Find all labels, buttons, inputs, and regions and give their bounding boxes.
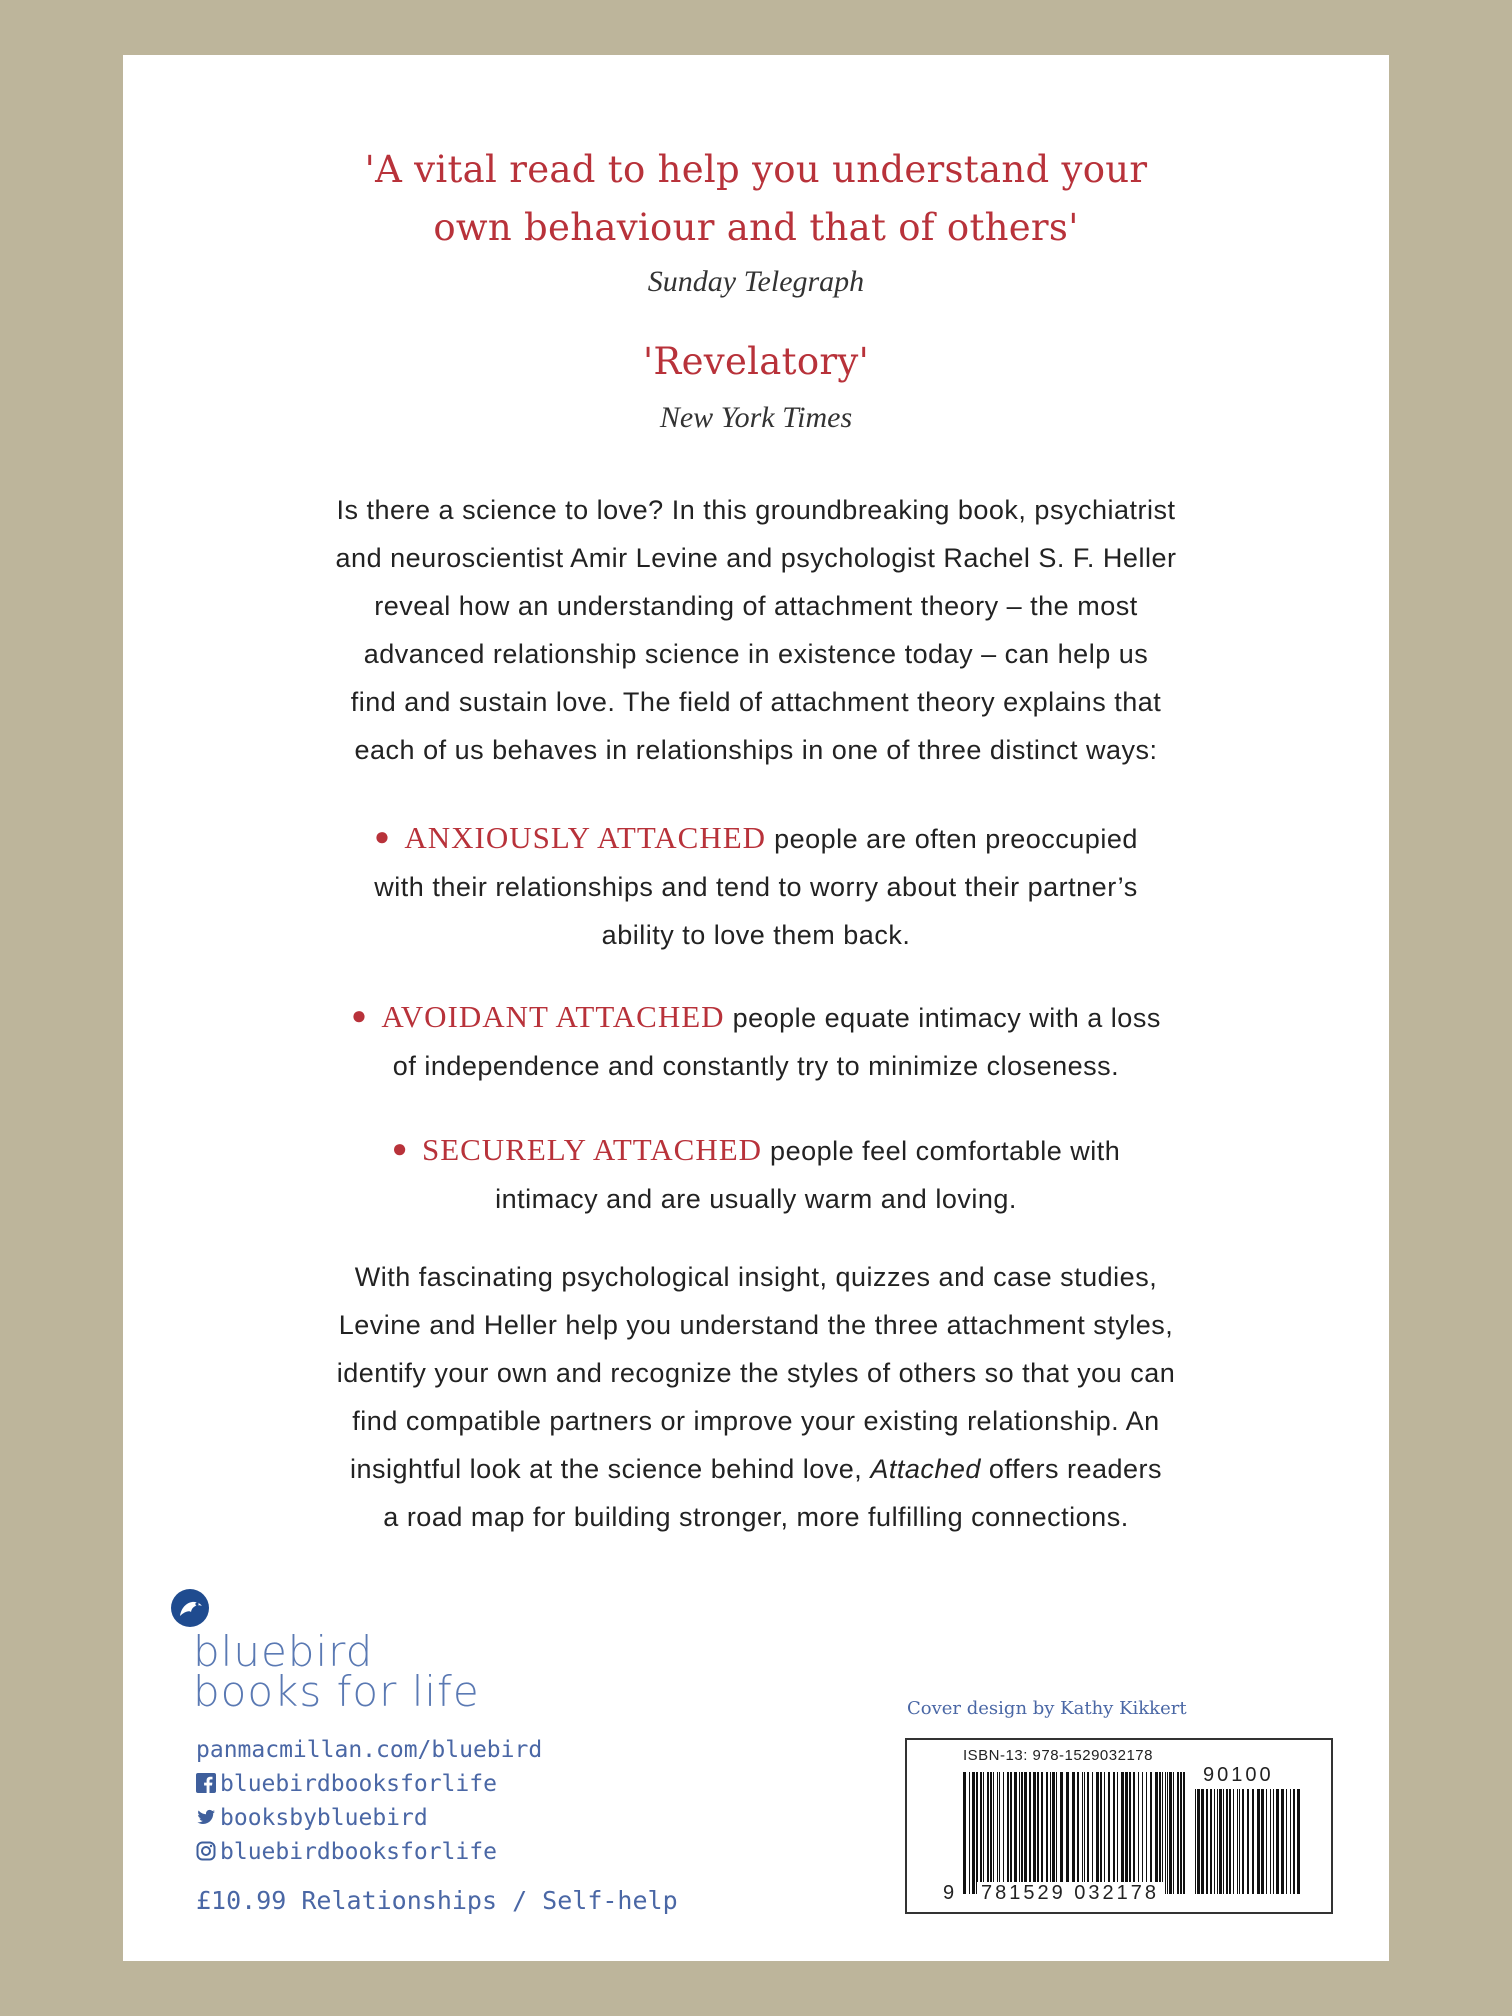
text-line-with-title <box>123 1445 1389 1493</box>
text-line: intimacy and are usually warm and loving. <box>495 1184 1017 1214</box>
publisher-links <box>196 1733 542 1869</box>
bullet-dot: ● <box>374 821 391 851</box>
barcode-supplement-digits: 90100 <box>1203 1764 1274 1786</box>
barcode-box <box>905 1738 1333 1914</box>
text-line: reveal how an understanding of attachment theory – the most <box>374 591 1138 621</box>
barcode-supplement-bars <box>1195 1789 1305 1894</box>
bullet-term: AVOIDANT ATTACHED <box>381 999 725 1034</box>
twitter-handle: booksbybluebird <box>220 1805 428 1831</box>
barcode-first-digit: 9 <box>943 1882 958 1904</box>
cover-design-credit: Cover design by Kathy Kikkert <box>907 1698 1187 1719</box>
isbn-label: ISBN-13: 978-1529032178 <box>963 1747 1153 1764</box>
bullet-text: people equate intimacy with a loss <box>732 1003 1161 1033</box>
text-line: With fascinating psychological insight, quizzes and case studies, <box>354 1262 1158 1292</box>
facebook-handle: bluebirdbooksforlife <box>220 1771 497 1797</box>
book-title: Attached <box>870 1454 981 1484</box>
quote-line: 'Revelatory' <box>642 340 870 383</box>
bullet-first-line <box>123 812 1389 863</box>
text-line: find compatible partners or improve your existing relationship. An <box>352 1406 1160 1436</box>
text-line: a road map for building stronger, more fulfilling connections. <box>383 1502 1129 1532</box>
text-line: of independence and constantly try to minimize closeness. <box>392 1051 1120 1081</box>
bullet-first-line <box>123 991 1389 1042</box>
intro-paragraph <box>123 486 1389 774</box>
quote-line: own behaviour and that of others' <box>433 206 1079 249</box>
bullet-text: people are often preoccupied <box>774 824 1138 854</box>
facebook-icon <box>196 1769 216 1789</box>
closing-paragraph <box>123 1253 1389 1541</box>
barcode-digits: 781529 032178 <box>977 1882 1163 1905</box>
price-category: £10.99 Relationships / Self-help <box>196 1886 678 1915</box>
instagram-handle: bluebirdbooksforlife <box>220 1839 497 1865</box>
review-quote-1 <box>123 141 1389 257</box>
website-link[interactable]: panmacmillan.com/bluebird <box>196 1737 543 1763</box>
text-line: each of us behaves in relationships in one of three distinct ways: <box>354 735 1158 765</box>
barcode-bars <box>963 1772 1188 1894</box>
text-fragment: offers readers <box>980 1454 1162 1484</box>
quote-line: 'A vital read to help you understand your <box>364 148 1148 191</box>
quote-source-1: Sunday Telegraph <box>647 265 865 298</box>
bullet-anxious <box>123 812 1389 959</box>
book-back-cover <box>123 55 1389 1961</box>
logo-line: books for life <box>193 1667 480 1716</box>
text-fragment: insightful look at the science behind love, <box>350 1454 871 1484</box>
publisher-logo-text <box>193 1627 480 1716</box>
text-line: with their relationships and tend to worry about their partner’s <box>374 872 1138 902</box>
text-line: advanced relationship science in existence today – can help us <box>363 639 1149 669</box>
bullet-term: SECURELY ATTACHED <box>421 1132 763 1167</box>
facebook-link[interactable] <box>196 1767 542 1801</box>
bullet-term: ANXIOUSLY ATTACHED <box>404 820 767 855</box>
text-line: find and sustain love. The field of attachment theory explains that <box>350 687 1162 717</box>
twitter-icon <box>196 1803 216 1823</box>
logo-line: bluebird <box>193 1627 374 1676</box>
text-line: ability to love them back. <box>601 920 911 950</box>
text-line: Levine and Heller help you understand the three attachment styles, <box>338 1310 1174 1340</box>
bullet-dot: ● <box>351 1000 368 1030</box>
bullet-secure <box>123 1124 1389 1223</box>
bullet-avoidant <box>123 991 1389 1090</box>
text-line: Is there a science to love? In this groundbreaking book, psychiatrist <box>336 495 1176 525</box>
review-quote-2 <box>123 333 1389 391</box>
quote-source-2: New York Times <box>659 401 853 434</box>
text-line: identify your own and recognize the styles of others so that you can <box>336 1358 1176 1388</box>
text-line: and neuroscientist Amir Levine and psychologist Rachel S. F. Heller <box>335 543 1177 573</box>
bullet-text: people feel comfortable with <box>770 1136 1121 1166</box>
bullet-dot: ● <box>391 1133 408 1163</box>
instagram-icon <box>196 1837 216 1857</box>
instagram-link[interactable] <box>196 1835 542 1869</box>
bullet-first-line <box>123 1124 1389 1175</box>
twitter-link[interactable] <box>196 1801 542 1835</box>
